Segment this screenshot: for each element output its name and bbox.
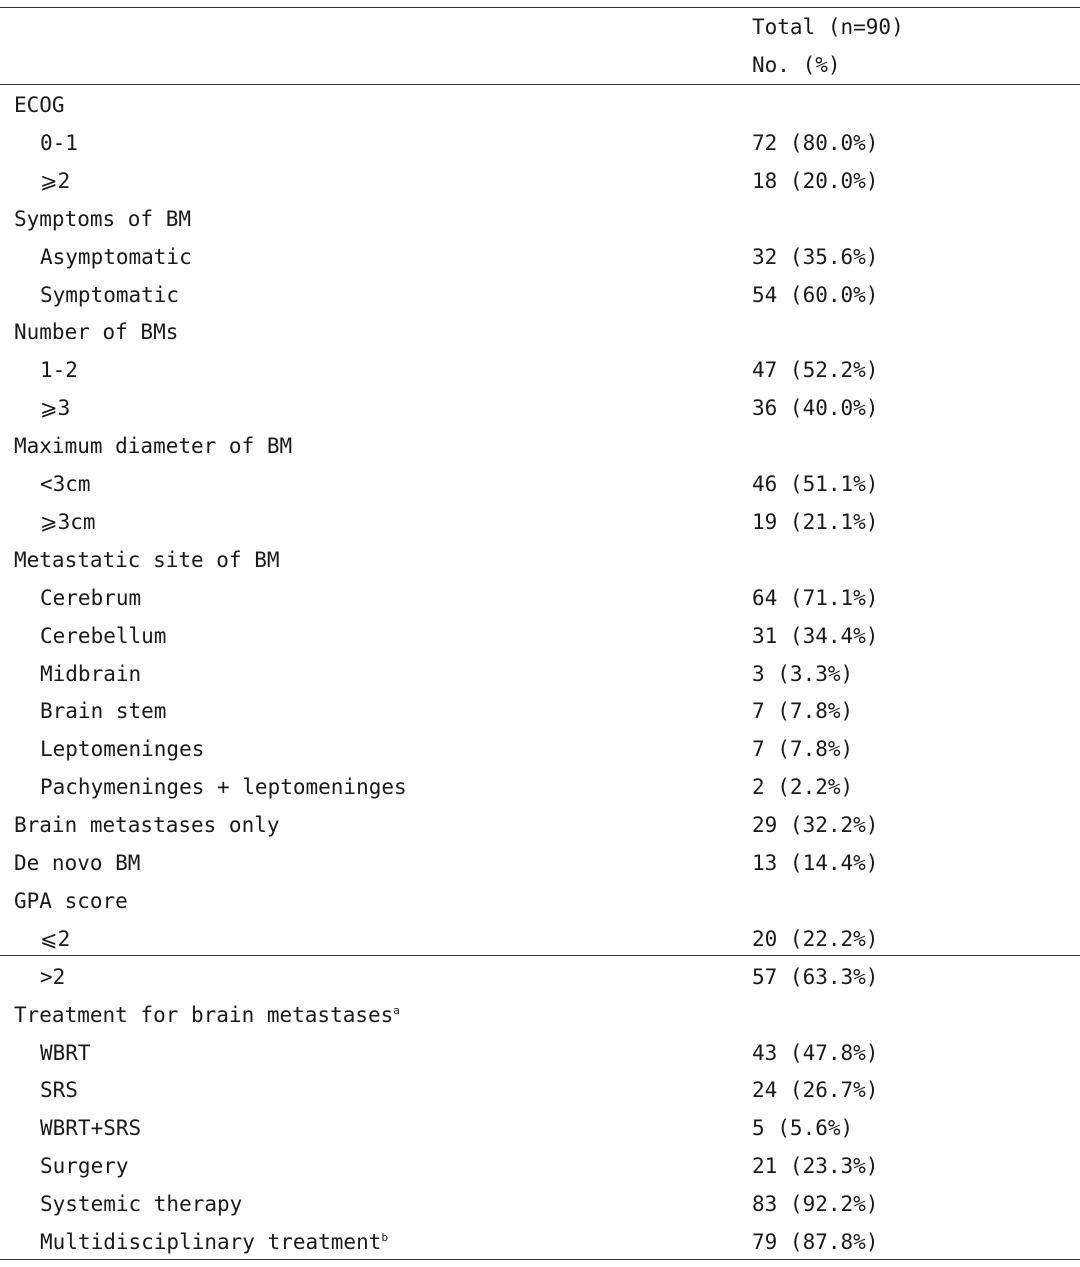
row-sublabel: Midbrain [40, 661, 142, 686]
row-sublabel: Cerebrum [40, 585, 142, 610]
row-value: 72 (80.0%) [752, 130, 879, 155]
row-value: 57 (63.3%) [752, 964, 879, 989]
row-value: 36 (40.0%) [752, 396, 879, 421]
row-sublabel: Leptomeninges [40, 737, 205, 762]
table-row [0, 541, 1080, 579]
table-row [0, 996, 1080, 1034]
row-value: 7 (7.8%) [752, 737, 854, 762]
table-row [0, 238, 1080, 276]
row-sublabel: ⩾2 [40, 168, 71, 193]
header-unit-label: No. (%) [752, 53, 841, 77]
table-row [0, 313, 1080, 351]
table-row [0, 124, 1080, 162]
row-sublabel: Surgery [40, 1154, 129, 1179]
table-row [0, 920, 1080, 958]
table-row [0, 617, 1080, 655]
table-row [0, 579, 1080, 617]
header-bottom-rule [0, 84, 1080, 85]
row-label: ECOG [14, 93, 65, 117]
table-row [0, 162, 1080, 200]
table-row [0, 958, 1080, 996]
footnote-marker: a [393, 1003, 400, 1017]
row-label: Number of BMs [14, 320, 179, 345]
row-label: Maximum diameter of BM [14, 434, 293, 459]
table-row [0, 1223, 1080, 1261]
row-sublabel: Systemic therapy [40, 1192, 243, 1217]
table-row [0, 882, 1080, 920]
table-row [0, 200, 1080, 238]
row-label: Metastatic site of BM [14, 547, 280, 572]
row-value: 32 (35.6%) [752, 244, 879, 269]
table-row [0, 1185, 1080, 1223]
row-sublabel: SRS [40, 1078, 78, 1103]
row-value: 29 (32.2%) [752, 813, 879, 838]
row-value: 31 (34.4%) [752, 623, 879, 648]
row-sublabel: Pachymeninges + leptomeninges [40, 775, 407, 800]
row-value: 64 (71.1%) [752, 585, 879, 610]
table-row [0, 844, 1080, 882]
row-sublabel: Symptomatic [40, 282, 180, 307]
row-sublabel: ⩾3cm [40, 509, 96, 534]
table-row [0, 1109, 1080, 1147]
table-row [0, 503, 1080, 541]
row-value: 20 (22.2%) [752, 926, 879, 951]
row-value: 5 (5.6%) [752, 1116, 854, 1141]
table-row [0, 655, 1080, 693]
row-value: 47 (52.2%) [752, 358, 879, 383]
row-sublabel: ⩾3 [40, 396, 71, 421]
row-sublabel: WBRT [40, 1040, 91, 1065]
table-top-rule [0, 7, 1080, 8]
table-row [0, 86, 1080, 124]
footnote-marker: b [381, 1231, 388, 1244]
row-sublabel: Cerebellum [40, 623, 167, 648]
row-sublabel: ⩽2 [40, 926, 71, 951]
row-value: 46 (51.1%) [752, 472, 879, 496]
table-row [0, 427, 1080, 465]
header-total-label: Total (n=90) [752, 15, 904, 39]
row-sublabel: 1-2 [40, 358, 78, 383]
row-value: 13 (14.4%) [752, 851, 879, 875]
row-value: 79 (87.8%) [752, 1230, 879, 1254]
row-sublabel: Multidisciplinary treatment$^b$ [40, 1230, 388, 1254]
table-row [0, 806, 1080, 844]
row-label: De novo BM [14, 851, 141, 875]
row-sublabel: <3cm [40, 472, 91, 496]
table-row [0, 389, 1080, 427]
row-sublabel: Brain stem [40, 699, 167, 724]
row-value: 83 (92.2%) [752, 1192, 879, 1217]
row-label: GPA score [14, 888, 128, 913]
row-sublabel: Asymptomatic [40, 244, 192, 269]
table-bottom-rule [0, 1259, 1080, 1260]
row-sublabel: WBRT+SRS [40, 1116, 142, 1141]
table-row [0, 276, 1080, 314]
row-value: 54 (60.0%) [752, 282, 879, 307]
table-row [0, 768, 1080, 806]
table-row [0, 730, 1080, 768]
table-row [0, 351, 1080, 389]
table-row [0, 465, 1080, 503]
row-value: 3 (3.3%) [752, 661, 854, 686]
row-sublabel: 0-1 [40, 130, 78, 155]
table-row [0, 1034, 1080, 1072]
table-row [0, 692, 1080, 730]
row-value: 19 (21.1%) [752, 509, 879, 534]
row-value: 2 (2.2%) [752, 775, 854, 800]
row-value: 24 (26.7%) [752, 1078, 879, 1103]
row-label: Symptoms of BM [14, 206, 192, 231]
table-row [0, 1147, 1080, 1185]
row-sublabel: >2 [40, 964, 66, 989]
row-value: 43 (47.8%) [752, 1040, 879, 1065]
row-label: Treatment for brain metastases$^a$ [14, 1002, 400, 1027]
table-row [0, 1071, 1080, 1109]
mid-table-rule [0, 955, 1080, 956]
row-value: 18 (20.0%) [752, 168, 879, 193]
row-value: 7 (7.8%) [752, 699, 854, 724]
row-value: 21 (23.3%) [752, 1154, 879, 1179]
row-label: Brain metastases only [14, 813, 280, 838]
